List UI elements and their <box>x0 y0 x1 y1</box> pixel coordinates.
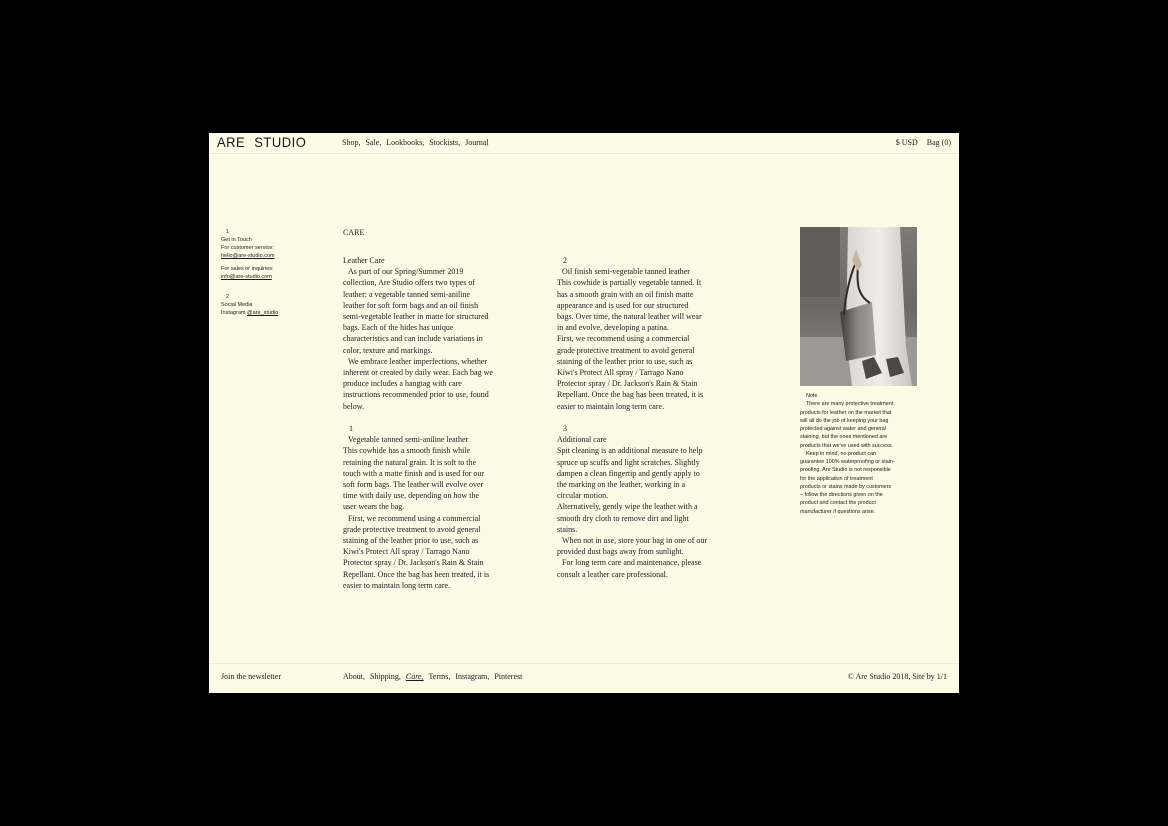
footer-shipping[interactable]: Shipping, <box>370 672 401 681</box>
nav-shop[interactable]: Shop, <box>342 138 361 147</box>
note-line: guarantee 100% waterproofing or stain- <box>800 459 895 465</box>
sales-email-link[interactable]: info@are-studio.com <box>221 274 272 280</box>
care-col1-line: inherent or created by daily wear. Each bag we <box>343 368 493 378</box>
note-line: – follow the directions given on the <box>800 492 883 498</box>
care-note <box>800 392 918 516</box>
note-line: products that we've used with success. <box>800 442 894 449</box>
currency-selector[interactable]: $ USD <box>895 138 918 147</box>
care-column-1 <box>343 255 523 591</box>
care-col2-line: easier to maintain long term care. <box>557 401 665 411</box>
care-col2-line: appearance and is used for our structured <box>557 300 689 310</box>
copyright: © Are Studio 2018, <box>847 672 911 681</box>
care-col1-line: staining of the leather prior to use, such as <box>343 536 479 546</box>
care-col1-line: Protector spray / Dr. Jackson's Rain & Stain <box>343 558 484 568</box>
care-col1-line: retaining the natural grain. It is soft to the <box>343 457 477 467</box>
care-col1-line: user wears the bag. <box>343 502 405 512</box>
care-col2-line: Oil finish semi-vegetable tanned leather <box>562 267 690 277</box>
sales-label: For sales or inquiries: <box>221 266 274 272</box>
nav-lookbooks[interactable]: Lookbooks, <box>386 138 425 147</box>
care-col1-line <box>343 412 523 423</box>
note-line: product and contact the product <box>800 500 876 507</box>
site-by-link[interactable]: Site by 1/1 <box>912 672 947 681</box>
site-footer <box>209 665 959 693</box>
care-col2-line: staining of the leather prior to use, such as <box>557 356 693 366</box>
care-col2-line: smooth dry cloth to remove dirt and light <box>557 513 689 523</box>
note-line: proofing. Are Studio is not responsible <box>800 467 891 474</box>
note-line: protected against water and general <box>800 426 887 432</box>
footer-care[interactable]: Care, <box>405 672 424 681</box>
care-col2-line: This cowhide is partially vegetable tanned. It <box>557 278 702 288</box>
social-media-label: Social Media <box>221 302 253 308</box>
care-col2-line: Kiwi's Protect All spray / Tarrago Nano <box>557 368 684 378</box>
header-actions <box>889 138 951 147</box>
contact-number-1: 1 <box>226 229 230 235</box>
care-col2-line: consult a leather care professional. <box>557 569 668 579</box>
care-col1-line: Vegetable tanned semi-aniline leather <box>348 435 469 445</box>
page-title: CARE <box>343 228 365 237</box>
customer-service-email-link[interactable]: hello@are-studio.com <box>221 253 275 259</box>
footer-instagram[interactable]: Instagram, <box>455 672 490 681</box>
care-col1-line: Kiwi's Protect All spray / Tarrago Nano <box>343 547 470 557</box>
care-col2-line: provided dust bags away from sunlight. <box>557 547 684 557</box>
care-col1-line: semi-vegetable leather in matte for structured <box>343 312 489 322</box>
footer-divider <box>209 663 959 664</box>
care-col2-line: Additional care <box>557 435 607 445</box>
note-line: Keep in mind, no product can <box>806 450 877 457</box>
logo-word-are: ARE <box>217 134 246 151</box>
care-col1-line: First, we recommend using a commercial <box>348 513 481 523</box>
site-logo[interactable] <box>217 135 315 151</box>
main-nav <box>342 138 492 147</box>
footer-nav <box>343 672 525 681</box>
care-col1-section-number: 1 <box>349 424 353 434</box>
footer-pinterest[interactable]: Pinterest <box>494 672 523 681</box>
care-col2-line: Alternatively, gently wipe the leather with a <box>557 502 698 512</box>
care-col2-line: For long term care and maintenance, please <box>562 558 702 568</box>
instagram-label: Instagram <box>221 310 246 316</box>
care-col1-line: We embrace leather imperfections, whether <box>348 356 488 366</box>
care-col1-line: This cowhide has a smooth finish while <box>343 446 471 456</box>
note-line: for the application of treatment <box>800 475 873 482</box>
care-col1-line: leather: a vegetable tanned semi-aniline <box>343 289 471 299</box>
note-line: products or stains made by customers <box>800 483 892 490</box>
contact-sidebar <box>221 228 301 317</box>
care-col1-line: Leather Care <box>343 256 385 265</box>
care-col1-line: bags. Each of the hides has unique <box>343 323 454 333</box>
care-col2-line: Protector spray / Dr. Jackson's Rain & Stain <box>557 379 698 389</box>
care-col2-line: bags. Over time, the natural leather will wear <box>557 312 702 322</box>
nav-stockists[interactable]: Stockists, <box>429 138 461 147</box>
note-line: staining, but the ones mentioned are <box>800 434 888 441</box>
care-col1-line: leather for soft form bags and an oil finish <box>343 300 479 310</box>
care-col1-line: touch with a matte finish and is used for our <box>343 468 485 478</box>
footer-about[interactable]: About, <box>343 672 365 681</box>
care-col1-line: produce includes a hangtag with care <box>343 379 462 389</box>
newsletter-link[interactable]: Join the newsletter <box>221 672 281 681</box>
nav-sale[interactable]: Sale, <box>365 138 382 147</box>
note-line: products for leather on the market that <box>800 409 892 416</box>
care-col1-line: instructions recommended prior to use, found <box>343 390 489 400</box>
product-photo <box>800 227 917 386</box>
care-col2-line: spruce up scuffs and light scratches. Slightly <box>557 457 700 467</box>
care-col1-line: characteristics and can include variations in <box>343 334 483 344</box>
care-col2-section-number: 3 <box>563 424 567 434</box>
get-in-touch-label: Get in Touch <box>221 237 252 243</box>
care-col2-line: Repellant. Once the bag has been treated, it is <box>557 390 704 400</box>
care-col2-line: circular motion. <box>557 491 609 501</box>
care-col1-line: As part of our Spring/Summer 2019 <box>348 267 464 277</box>
care-col2-line: Spit cleaning is an additional measure to help <box>557 446 703 456</box>
care-col2-line: has a smooth grain with an oil finish matte <box>557 289 694 299</box>
care-col1-line: soft form bags. The leather will evolve over <box>343 480 484 490</box>
care-col2-line: dampen a clean fingertip and gently apply to <box>557 468 700 478</box>
instagram-handle-link[interactable]: @are_studio <box>247 310 279 316</box>
contact-number-2: 2 <box>226 294 230 300</box>
care-col2-line: in and evolve, developing a patina. <box>557 323 669 333</box>
care-col2-line: When not in use, store your bag in one of our <box>562 536 708 546</box>
browser-window <box>209 133 959 693</box>
customer-service-label: For customer service: <box>221 245 274 251</box>
header-divider <box>209 153 959 154</box>
care-col2-section-number: 2 <box>563 256 567 265</box>
note-line: There are many protective treatment <box>806 401 894 408</box>
site-header <box>209 133 959 153</box>
care-col1-line: color, texture and markings. <box>343 345 433 355</box>
logo-word-studio: STUDIO <box>254 134 307 151</box>
care-col2-line: the marking on the leather, working in a <box>557 480 686 490</box>
care-col1-line: below. <box>343 401 365 411</box>
footer-terms[interactable]: Terms, <box>428 672 451 681</box>
care-col2-line: First, we recommend using a commercial <box>557 334 690 344</box>
care-col2-line <box>557 412 737 423</box>
care-col2-line: grade protective treatment to avoid general <box>557 345 695 355</box>
care-col1-line: easier to maintain long term care. <box>343 580 451 590</box>
care-col1-line: Repellant. Once the bag has been treated, it is <box>343 569 490 579</box>
bag-link[interactable]: Bag (0) <box>926 138 951 147</box>
note-line: manufacturer if questions arise. <box>800 508 876 515</box>
nav-journal[interactable]: Journal <box>465 138 489 147</box>
care-col1-line: time with daily use, depending on how the <box>343 491 479 501</box>
care-col2-line: stains. <box>557 524 578 534</box>
care-col1-line: collection, Are Studio offers two types of <box>343 278 476 288</box>
note-heading: Note <box>806 393 818 399</box>
care-col1-line: grade protective treatment to avoid general <box>343 524 481 534</box>
footer-credits <box>848 672 947 681</box>
care-column-2 <box>557 255 737 580</box>
note-line: will all do the job of keeping your bag <box>800 417 889 424</box>
